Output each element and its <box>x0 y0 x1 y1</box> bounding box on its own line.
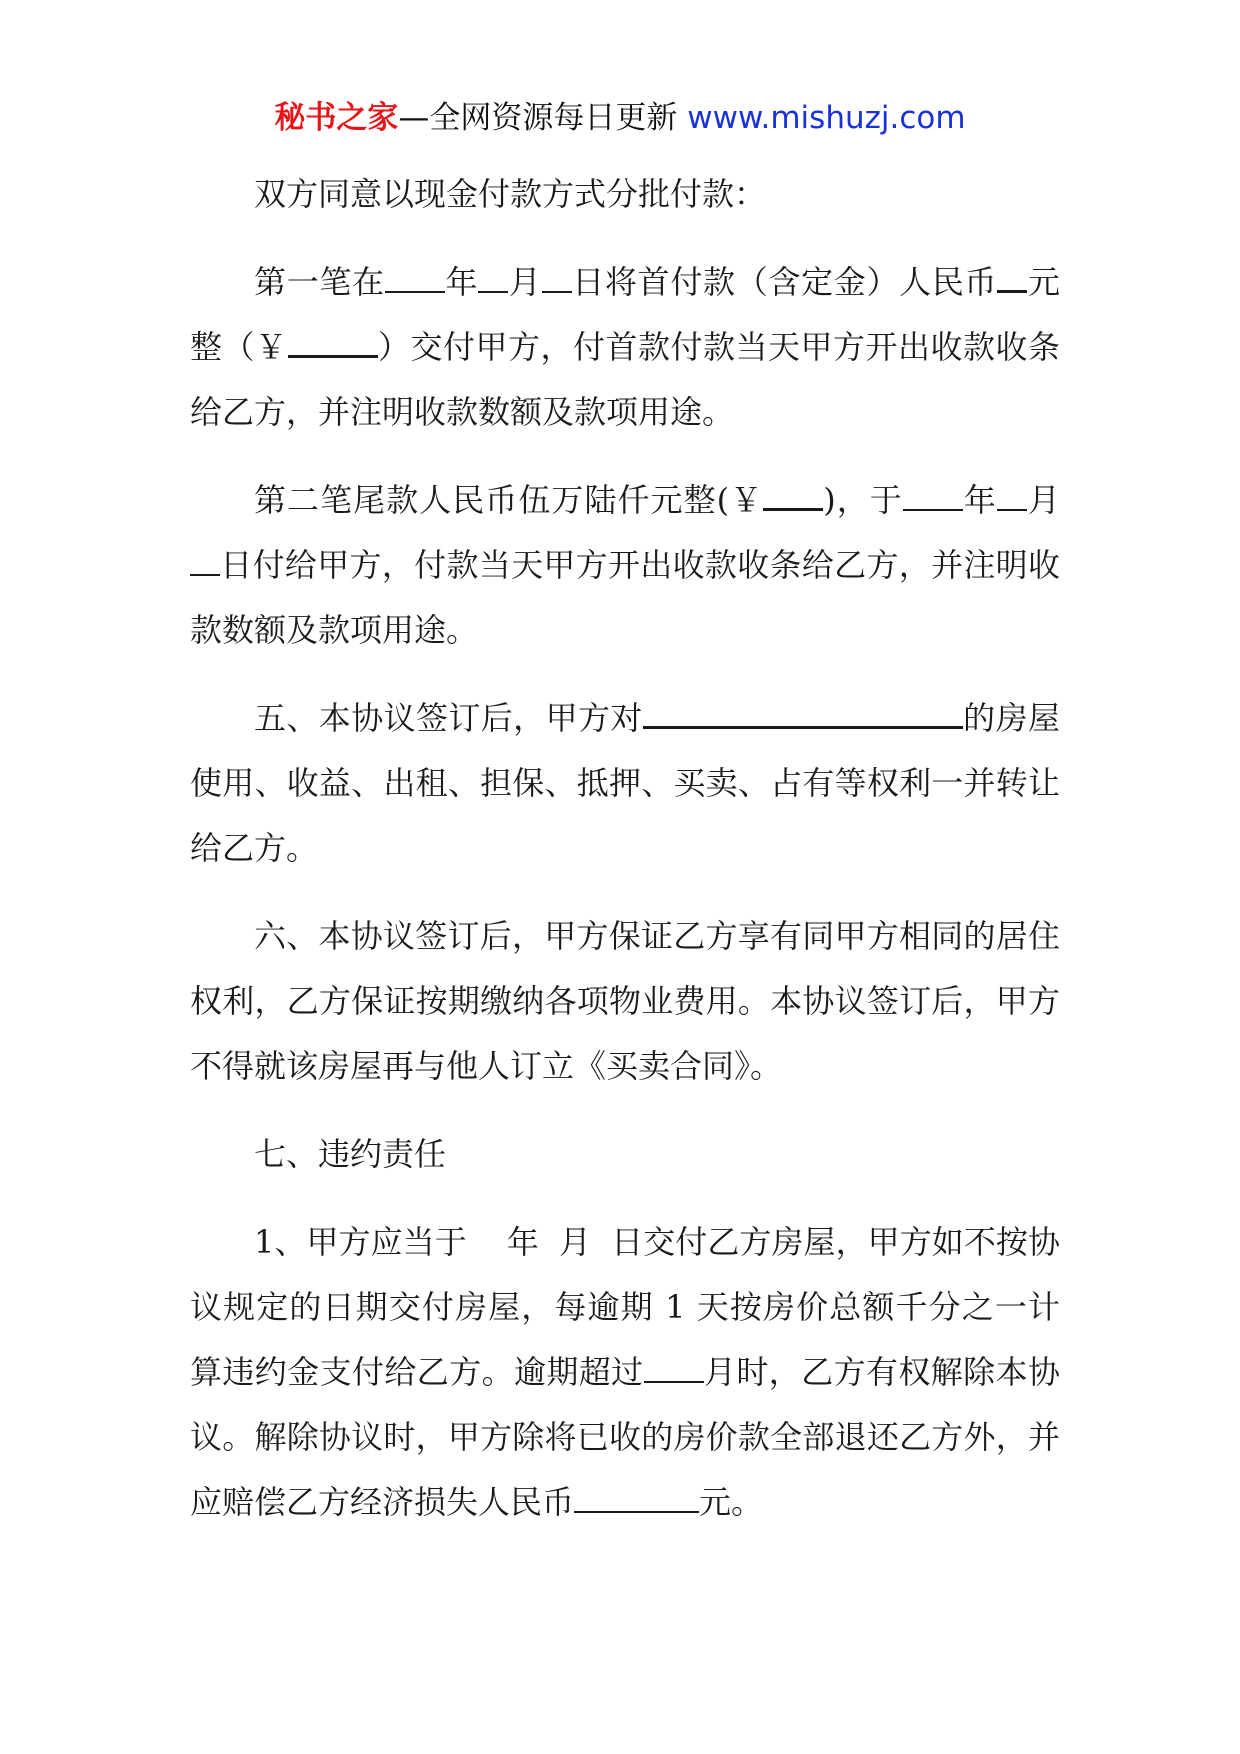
text-segment: 月时，乙方有权解除本协议。解除协议时，甲方除将已收的房价款全部退还乙方外，并应赔偿乙方经济损失人民币 <box>190 1353 1060 1521</box>
blank-month <box>997 479 1027 511</box>
paragraph-first-payment <box>190 250 1060 445</box>
text-segment: 第一笔在 <box>254 263 385 301</box>
blank-day <box>542 261 572 293</box>
paragraph-clause-six: 六、本协议签订后，甲方保证乙方享有同甲方相同的居住权利，乙方保证按期缴纳各项物业费用。本协议签订后，甲方不得就该房屋再与他人订立《买卖合同》。 <box>190 917 1060 1085</box>
text-segment: )，于 <box>823 481 903 519</box>
text-segment: ）交付甲方，付首款付款当天甲方开出收款收条给乙方，并注明收款数额及款项用途。 <box>190 328 1060 431</box>
text-segment: 月 <box>508 263 542 301</box>
blank-amount-figure <box>763 478 823 511</box>
paragraph-breach-clause-1 <box>190 1210 1060 1535</box>
blank-months <box>644 1351 704 1383</box>
text-segment: 1、甲方应当于 <box>254 1223 467 1261</box>
brand-name: 秘书之家 <box>274 100 399 136</box>
text-segment: 年 <box>506 1223 539 1261</box>
paragraph-clause-seven-heading: 七、违约责任 <box>254 1135 447 1173</box>
blank-amount <box>997 260 1027 293</box>
site-url: www.mishuzj.com <box>687 100 966 136</box>
text-segment: 日将首付款（含定金）人民币 <box>571 263 998 301</box>
document-body <box>190 162 1060 1535</box>
text-segment: 日付给甲方，付款当天甲方开出收款收条给乙方，并注明收款数额及款项用途。 <box>190 546 1060 649</box>
blank-amount-figure <box>288 325 378 358</box>
blank-month <box>478 261 508 293</box>
paragraph-second-payment <box>190 468 1060 663</box>
text-segment: 年 <box>444 263 479 301</box>
paragraph-clause-five <box>190 686 1060 881</box>
text-segment: 年 <box>962 481 997 519</box>
blank-day <box>190 544 220 576</box>
paragraph-payment-method: 双方同意以现金付款方式分批付款： <box>254 175 767 213</box>
blank-property <box>643 696 963 729</box>
text-segment: 日交付乙方房屋，甲方如不按协议规定的日期交付房屋，每逾期 1 天按房价总额千分之一计算违约金支付给乙方。逾期超过 <box>190 1223 1060 1391</box>
text-segment: 月 <box>1026 481 1060 519</box>
text-segment: 元整（￥ <box>190 263 1060 366</box>
text-segment: 五、本协议签订后，甲方对 <box>254 699 643 737</box>
page-header <box>0 98 1240 138</box>
blank-year <box>903 479 963 511</box>
text-segment: 元。 <box>699 1483 764 1521</box>
header-tagline: —全网资源每日更新 <box>398 100 678 136</box>
text-segment: 第二笔尾款人民币伍万陆仟元整(￥ <box>254 481 764 519</box>
blank-compensation <box>574 1481 699 1513</box>
text-segment: 的房屋使用、收益、出租、担保、抵押、买卖、占有等权利一并转让给乙方。 <box>190 699 1060 867</box>
text-segment: 月 <box>558 1223 592 1261</box>
blank-year <box>385 261 445 293</box>
